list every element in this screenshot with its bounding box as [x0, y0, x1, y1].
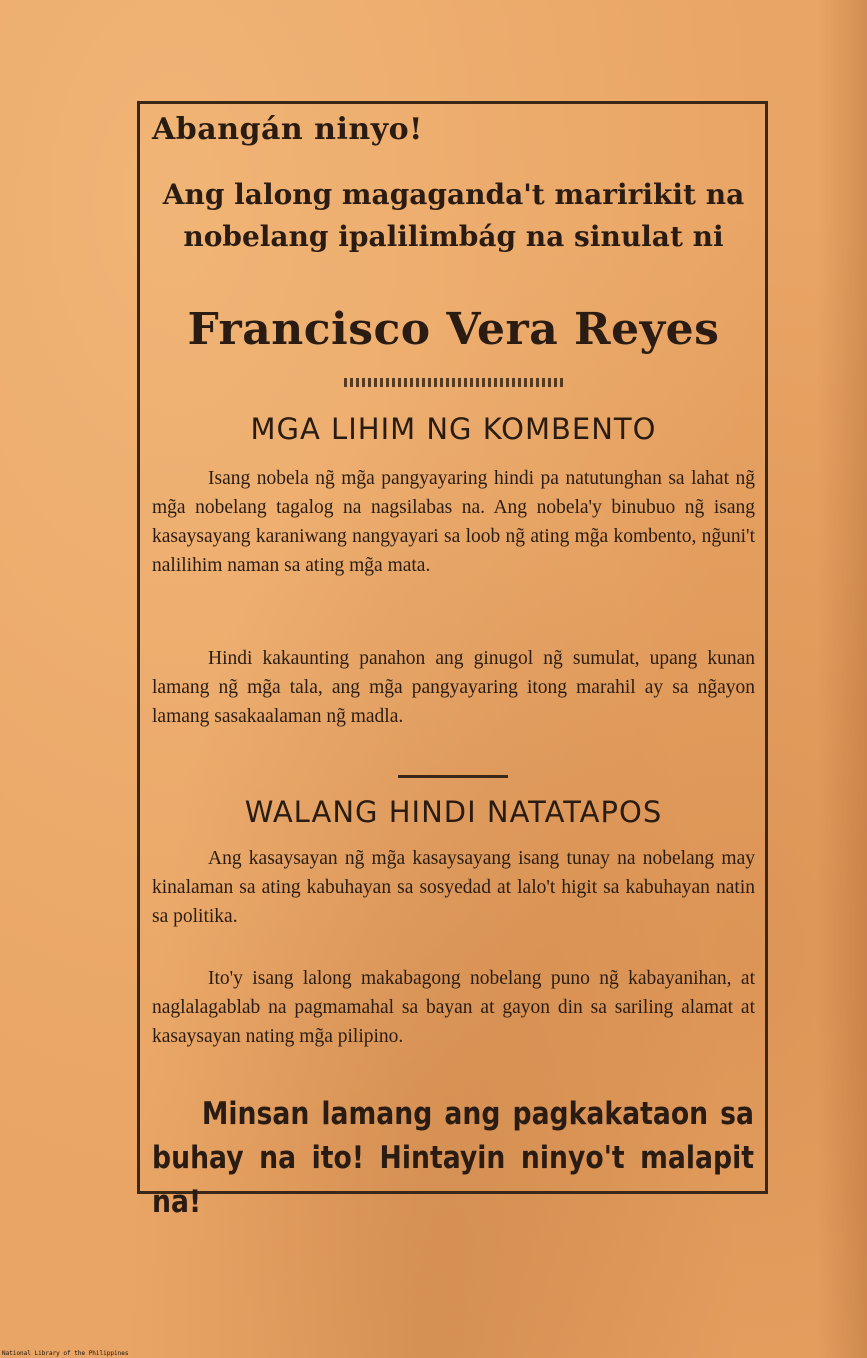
section1-paragraph-1-text: Isang nobela ng̃ mg̃a pangyayaring hindi pa natutunghan sa lahat ng̃ mg̃a nobelang tagalog na nagsilabas na. Ang nobela'y binubuo ng̃ isang kasaysayang karaniwang nangyayari sa loob ng̃ ating mg̃a kombento, ng̃uni't nalilihim naman sa ating mg̃a mata. — [152, 468, 755, 576]
author-name: Francisco Vera Reyes — [187, 304, 720, 355]
section1-paragraph-2 — [152, 644, 755, 731]
section1-title: MGA LIHIM NG KOMBENTO — [250, 412, 657, 446]
section1-paragraph-2-text: Hindi kakaunting panahon ang ginugol ng̃ sumulat, upang kunan lamang ng̃ mg̃a tala, ang mg̃a pangyayaring itong marahil ay sa ng̃ayon lamang sasakaalaman ng̃ madla. — [152, 648, 755, 727]
section2-paragraph-1 — [152, 844, 755, 931]
closing-slogan — [152, 1092, 754, 1224]
advertisement-content — [152, 104, 755, 1220]
library-watermark: National Library of the Philippines — [2, 1350, 129, 1357]
section1-paragraph-1 — [152, 464, 755, 580]
section2-paragraph-2-text: Ito'y isang lalong makabagong nobelang puno ng̃ kabayanihan, at naglalagablab na pagmamahal sa bayan at gayon din sa sariling alamat at kasaysayan nating mg̃a pilipino. — [152, 968, 755, 1047]
heading: Abangán ninyo! — [152, 112, 423, 147]
page-edge-shading — [817, 0, 867, 1358]
section2-title: WALANG HINDI NATATAPOS — [244, 795, 663, 829]
section-divider — [398, 775, 508, 778]
closing-slogan-text: Minsan lamang ang pagkakataon sa buhay na ito! Hintayin ninyo't malapit na! — [152, 1096, 754, 1220]
ornamental-rule — [344, 378, 564, 387]
section2-paragraph-1-text: Ang kasaysayan ng̃ mg̃a kasaysayang isang tunay na nobelang may kinalaman sa ating kabuhayan sa sosyedad at lalo't higit sa kabuhayan natin sa politika. — [152, 848, 755, 927]
section2-paragraph-2 — [152, 964, 755, 1051]
intro-text: Ang lalong magaganda't maririkit na nobelang ipalilimbág na sinulat ni — [162, 178, 745, 253]
advertisement-frame — [137, 101, 768, 1220]
